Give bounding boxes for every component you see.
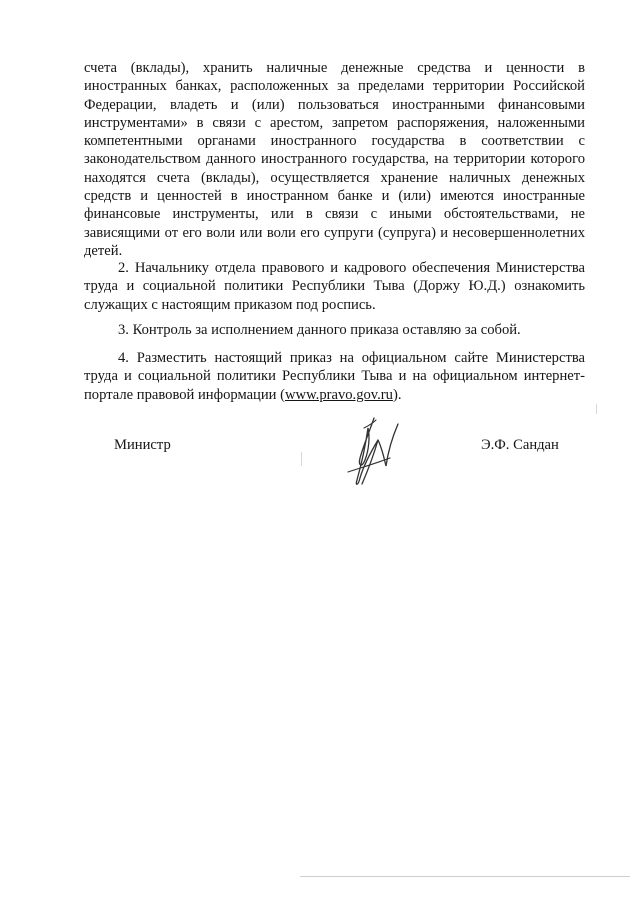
item-4-text: 4. Разместить настоящий приказ на официальном сайте Министерства труда и социальной политики Республики Тыва и на официальном интернет-портале правовой информации ( [84,350,585,403]
pravo-link[interactable]: www.pravo.gov.ru [285,386,393,403]
scan-edge-line [300,876,630,877]
signature-block [0,436,637,506]
signer-name: Э.Ф. Сандан [481,437,559,453]
signer-position: Министр [114,437,171,453]
item-4-end: ). [392,386,402,403]
item-4-paragraph [84,349,585,404]
scan-artifact [301,452,302,466]
continued-paragraph: счета (вклады), хранить наличные денежные средства и ценности в иностранных банках, расположенных за пределами территории Российской Федерации, владеть и (или) пользоваться иностранными финансовыми инструментами» в связи с арестом, запретом распоряжения, наложенными компетентными органами иностранного государства в соответствии с законодательством данного иностранного государства, на территории которого находятся счета (вклады), осуществляется хранение наличных денежных средств и ценностей в иностранном банке и (или) имеются иностранные финансовые инструменты, или в связи с иными обстоятельствами, не зависящими от его воли или воли его супруги (супруга) и несовершеннолетних детей. [84,60,585,259]
item-2-paragraph: 2. Начальнику отдела правового и кадрового обеспечения Министерства труда и социальной политики Республики Тыва (Доржу Ю.Д.) ознакомить служащих с настоящим приказом под роспись. [84,260,585,313]
item-3-paragraph: 3. Контроль за исполнением данного приказа оставляю за собой. [118,322,521,338]
scan-artifact [596,404,597,414]
handwritten-signature [340,414,412,494]
